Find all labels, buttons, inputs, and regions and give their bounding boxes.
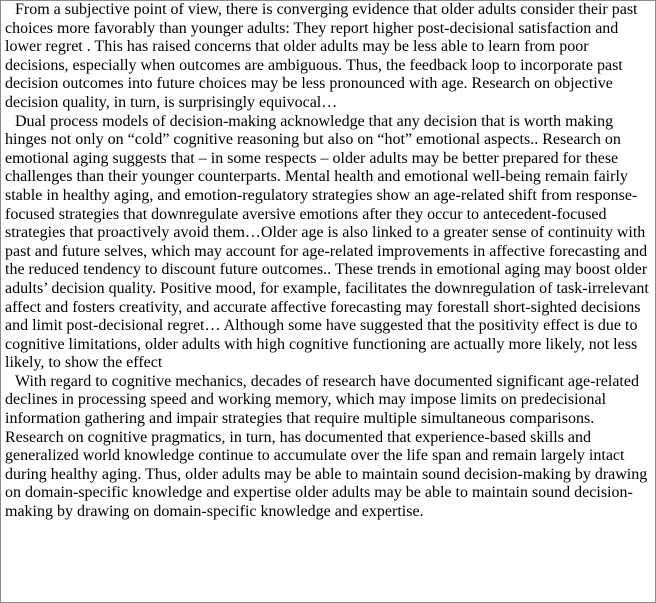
paragraph-subjective-view: From a subjective point of view, there is converging evidence that older adults consider their past choices more favorably than younger adults: They report higher post-decisional satisfaction and lower regret . This has raised concerns that older adults may be less able to learn from poor decisions, especially when outcomes are ambiguous. Thus, the feedback loop to incorporate past decision outcomes into future choices may be less pronounced with age. Research on objective decision quality, in turn, is surprisingly equivocal… [5, 1, 638, 111]
document-body [5, 1, 653, 522]
paragraph-cognitive-mechanics: With regard to cognitive mechanics, decades of research have documented significant age-related declines in processing speed and working memory, which may impose limits on predecisional information gathering and impair strategies that require multiple simultaneous comparisons. Research on cognitive pragmatics, in turn, has documented that experience-based skills and generalized world knowledge continue to accumulate over the life span and remain largely intact during healthy aging. Thus, older adults may be able to maintain sound decision-making by drawing on domain-specific knowledge and expertise older adults may be able to maintain sound decision-making by drawing on domain-specific knowledge and expertise. [5, 372, 648, 521]
paragraph-dual-process: Dual process models of decision-making acknowledge that any decision that is worth making hinges not only on “cold” cognitive reasoning but also on “hot” emotional aspects.. Research on emotional aging suggests that – in some respects – older adults may be better prepared for these challenges than their younger counterparts. Mental health and emotional well-being remain fairly stable in healthy aging, and emotion-regulatory strategies show an age-related shift from response-focused strategies that downregulate aversive emotions after they occur to antecedent-focused strategies that proactively avoid them…Older age is also linked to a greater sense of continuity with past and future selves, which may account for age-related improvements in affective forecasting and the reduced tendency to discount future outcomes.. These trends in emotional aging may boost older adults’ decision quality. Positive mood, for example, facilitates the downregulation of task-irrelevant affect and fosters creativity, and accurate affective forecasting may forestall short-sighted decisions and limit post-decisional regret… Although some have suggested that the positivity effect is due to cognitive limitations, older adults with high cognitive functioning are actually more likely, not less likely, to show the effect [5, 112, 649, 372]
